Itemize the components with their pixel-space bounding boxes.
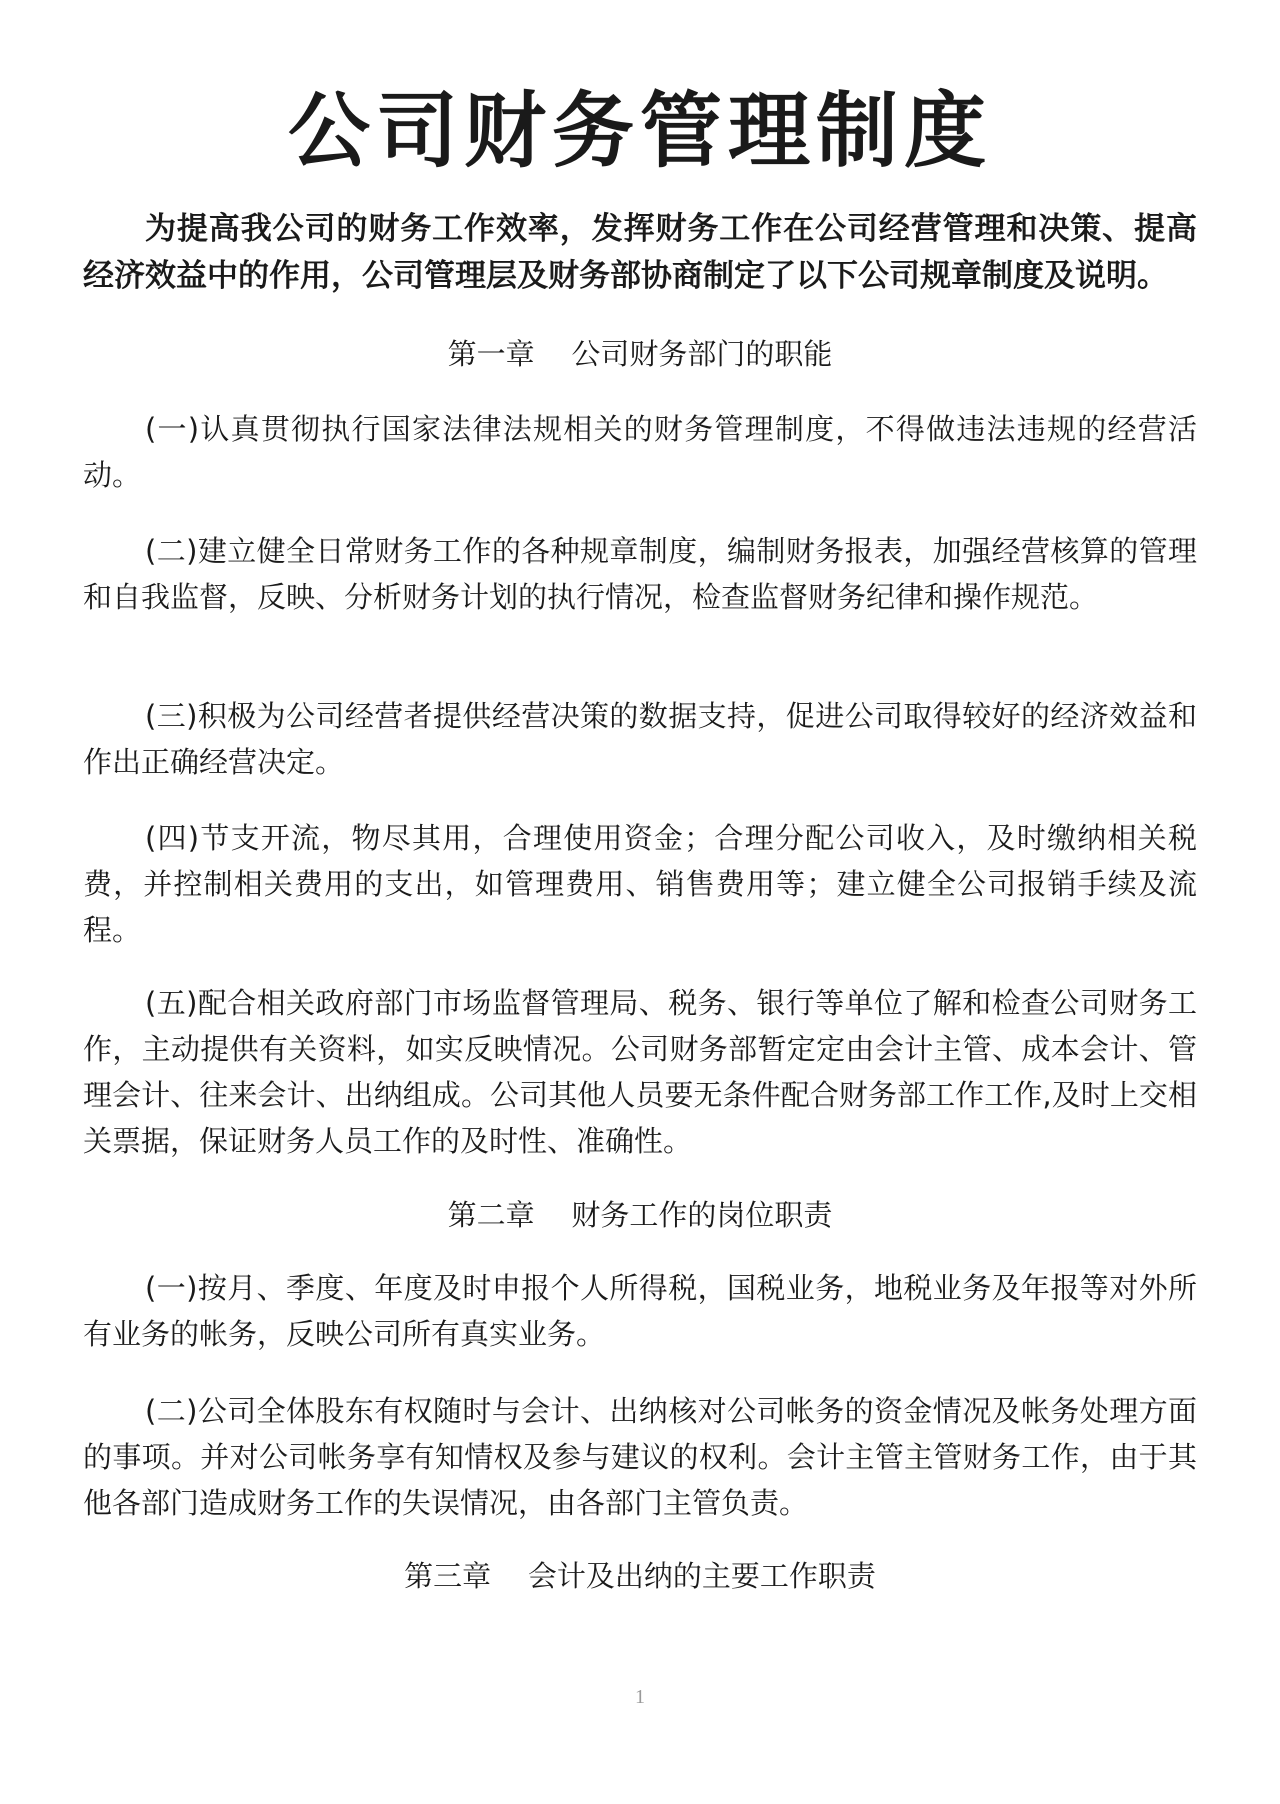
chapter-3-heading: 第三章 会计及出纳的主要工作职责 xyxy=(404,1559,876,1593)
chapter-1-item-5: (五)配合相关政府部门市场监督管理局、税务、银行等单位了解和检查公司财务工作，主动提供有关资料，如实反映情况。公司财务部暂定定由会计主管、成本会计、管理会计、往来会计、出纳组成。公司其他人员要无条件配合财务部工作工作,及时上交相关票据，保证财务人员工作的及时性、准确性。 xyxy=(83,986,1197,1158)
chapter-2-item-1: (一)按月、季度、年度及时申报个人所得税，国税业务，地税业务及年报等对外所有业务的帐务，反映公司所有真实业务。 xyxy=(83,1271,1197,1351)
chapter-2-item-2: (二)公司全体股东有权随时与会计、出纳核对公司帐务的资金情况及帐务处理方面的事项。并对公司帐务享有知情权及参与建议的权利。会计主管主管财务工作，由于其他各部门造成财务工作的失误情况，由各部门主管负责。 xyxy=(83,1394,1197,1520)
intro-paragraph: 为提高我公司的财务工作效率，发挥财务工作在公司经营管理和决策、提高经济效益中的作用，公司管理层及财务部协商制定了以下公司规章制度及说明。 xyxy=(83,211,1197,294)
chapter-1-heading: 第一章 公司财务部门的职能 xyxy=(447,337,833,371)
chapter-2-heading: 第二章 财务工作的岗位职责 xyxy=(447,1198,833,1232)
chapter-1-item-3: (三)积极为公司经营者提供经营决策的数据支持，促进公司取得较好的经济效益和作出正确经营决定。 xyxy=(83,699,1197,779)
chapter-1-item-4: (四)节支开流，物尽其用，合理使用资金；合理分配公司收入，及时缴纳相关税费，并控制相关费用的支出，如管理费用、销售费用等；建立健全公司报销手续及流程。 xyxy=(83,821,1197,947)
document-title: 公司财务管理制度 xyxy=(287,84,992,179)
chapter-1-item-2: (二)建立健全日常财务工作的各种规章制度，编制财务报表，加强经营核算的管理和自我监督，反映、分析财务计划的执行情况，检查监督财务纪律和操作规范。 xyxy=(83,534,1197,614)
page-number: 1 xyxy=(635,1686,645,1708)
chapter-1-item-1: (一)认真贯彻执行国家法律法规相关的财务管理制度，不得做违法违规的经营活动。 xyxy=(83,412,1197,492)
